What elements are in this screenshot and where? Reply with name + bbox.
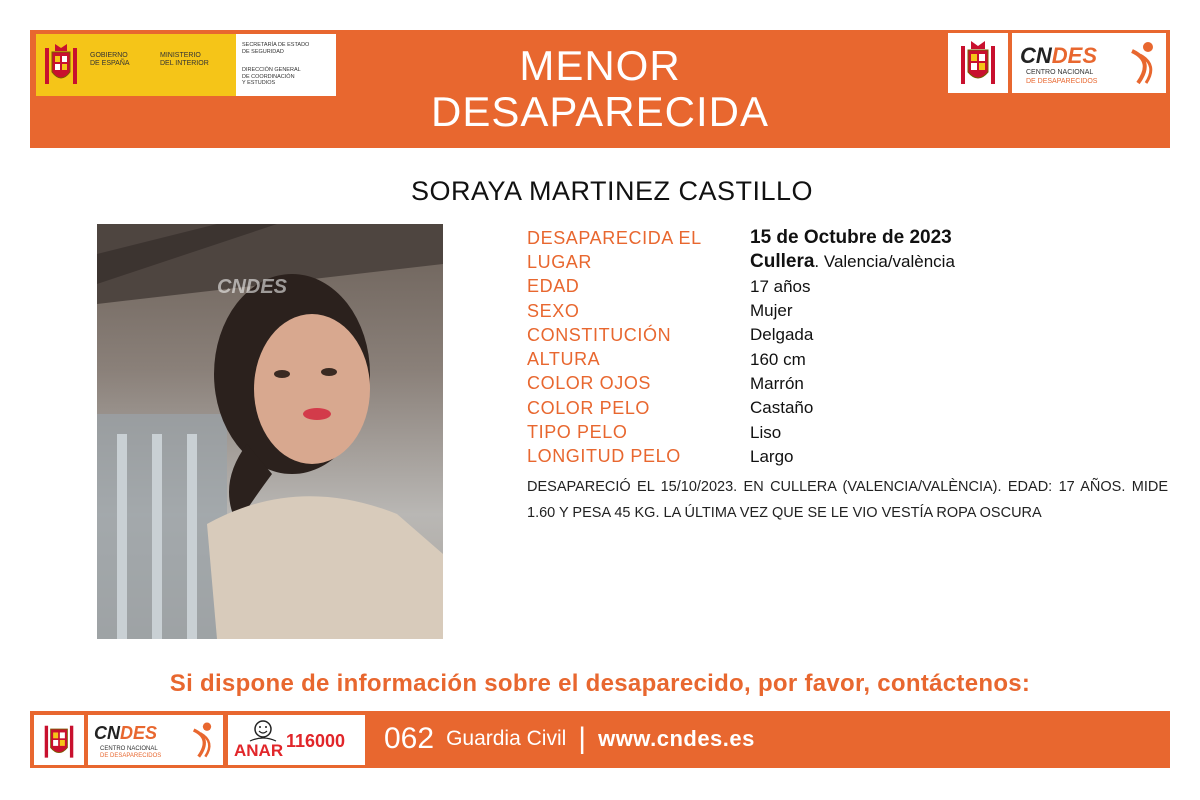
field-row-place bbox=[527, 250, 1167, 274]
footer-banner bbox=[30, 711, 1170, 768]
person-name: SORAYA MARTINEZ CASTILLO bbox=[410, 176, 814, 206]
field-label: DESAPARECIDA EL bbox=[527, 227, 702, 248]
anar-text: ANAR bbox=[234, 741, 284, 760]
title-line-1: MENOR bbox=[519, 42, 681, 89]
gobierno-text: GOBIERNO DE ESPAÑA bbox=[90, 52, 130, 67]
field-value bbox=[750, 251, 955, 273]
cndes-wordmark bbox=[1020, 43, 1097, 69]
field-row-sex bbox=[527, 299, 1167, 323]
field-row-hair-length bbox=[527, 445, 1167, 469]
field-label: LONGITUD PELO bbox=[527, 446, 681, 467]
details-table bbox=[527, 226, 1167, 469]
cndes-wordmark bbox=[94, 723, 157, 744]
field-value: 17 años bbox=[750, 276, 811, 296]
phone-label: Guardia Civil bbox=[446, 727, 567, 750]
field-value: Largo bbox=[750, 446, 794, 466]
cndes-des: DES bbox=[120, 723, 158, 743]
secretaria-text: SECRETARÍA DE ESTADO DE SEGURIDAD bbox=[242, 42, 310, 55]
field-row-date bbox=[527, 226, 1167, 250]
cndes-subtitle-2: DE DESAPARECIDOS bbox=[1026, 78, 1098, 85]
call-to-action: Si dispone de información sobre el desaparecido, por favor, contáctenos: bbox=[169, 670, 1031, 697]
place-region: . Valencia/valència bbox=[814, 252, 955, 272]
field-value: Mujer bbox=[750, 301, 793, 321]
cndes-header-logos bbox=[948, 33, 1166, 93]
footer-cndes-logo bbox=[88, 715, 223, 765]
field-value: Castaño bbox=[750, 398, 814, 418]
description-text: DESAPARECIÓ EL 15/10/2023. EN CULLERA (VALENCIA/VALÈNCIA). EDAD: 17 AÑOS. MIDE 1.60 Y PESA 45 KG. LA ÚLTIMA VEZ QUE SE LE VIO VESTÍA ROPA OSCURA bbox=[527, 479, 1168, 521]
direccion-text: DIRECCIÓN GENERAL DE COORDINACIÓN Y ESTUDIOS bbox=[242, 67, 301, 86]
website-link[interactable]: www.cndes.es bbox=[598, 726, 755, 751]
running-figure-icon bbox=[187, 720, 217, 760]
cndes-subtitle-1: CENTRO NACIONAL bbox=[1026, 69, 1094, 76]
running-figure-icon bbox=[1124, 39, 1160, 87]
field-label: COLOR PELO bbox=[527, 397, 651, 418]
title-line-2: DESAPARECIDA bbox=[431, 88, 769, 135]
place-city: Cullera bbox=[750, 251, 815, 273]
field-value: 160 cm bbox=[750, 349, 806, 369]
cndes-logo bbox=[1012, 33, 1166, 93]
field-value: Delgada bbox=[750, 325, 814, 345]
phone-number[interactable]: 062 bbox=[384, 722, 435, 755]
coat-of-arms-icon bbox=[948, 33, 1008, 93]
field-label: ALTURA bbox=[527, 349, 601, 370]
cndes-subtitle-2: DE DESAPARECIDOS bbox=[100, 753, 162, 759]
field-row-age bbox=[527, 275, 1167, 299]
field-label: EDAD bbox=[527, 276, 580, 297]
cndes-subtitle-1: CENTRO NACIONAL bbox=[100, 746, 158, 752]
ministerio-text: MINISTERIO DEL INTERIOR bbox=[160, 52, 209, 67]
photo-watermark: CNDES bbox=[217, 276, 288, 298]
person-photo bbox=[97, 224, 443, 639]
anar-logo bbox=[228, 715, 365, 765]
field-label: SEXO bbox=[527, 300, 580, 321]
anar-number: 116000 bbox=[286, 731, 346, 751]
field-row-height bbox=[527, 347, 1167, 371]
field-row-hair-type bbox=[527, 420, 1167, 444]
coat-of-arms-icon bbox=[34, 715, 84, 765]
field-label: COLOR OJOS bbox=[527, 373, 652, 394]
cndes-cn: CN bbox=[94, 723, 120, 743]
field-row-build bbox=[527, 323, 1167, 347]
header-banner bbox=[30, 30, 1170, 148]
smiley-face-icon bbox=[248, 719, 278, 743]
contact-info bbox=[384, 719, 755, 759]
field-value: Marrón bbox=[750, 373, 804, 393]
field-label: CONSTITUCIÓN bbox=[527, 324, 672, 345]
field-value: Liso bbox=[750, 422, 782, 442]
cndes-cn: CN bbox=[1020, 43, 1052, 68]
cndes-des: DES bbox=[1051, 43, 1098, 68]
field-value: 15 de Octubre de 2023 bbox=[750, 227, 952, 249]
separator: | bbox=[578, 722, 587, 755]
field-label: TIPO PELO bbox=[527, 422, 628, 443]
field-row-eye-color bbox=[527, 372, 1167, 396]
field-label: LUGAR bbox=[527, 251, 593, 272]
field-row-hair-color bbox=[527, 396, 1167, 420]
